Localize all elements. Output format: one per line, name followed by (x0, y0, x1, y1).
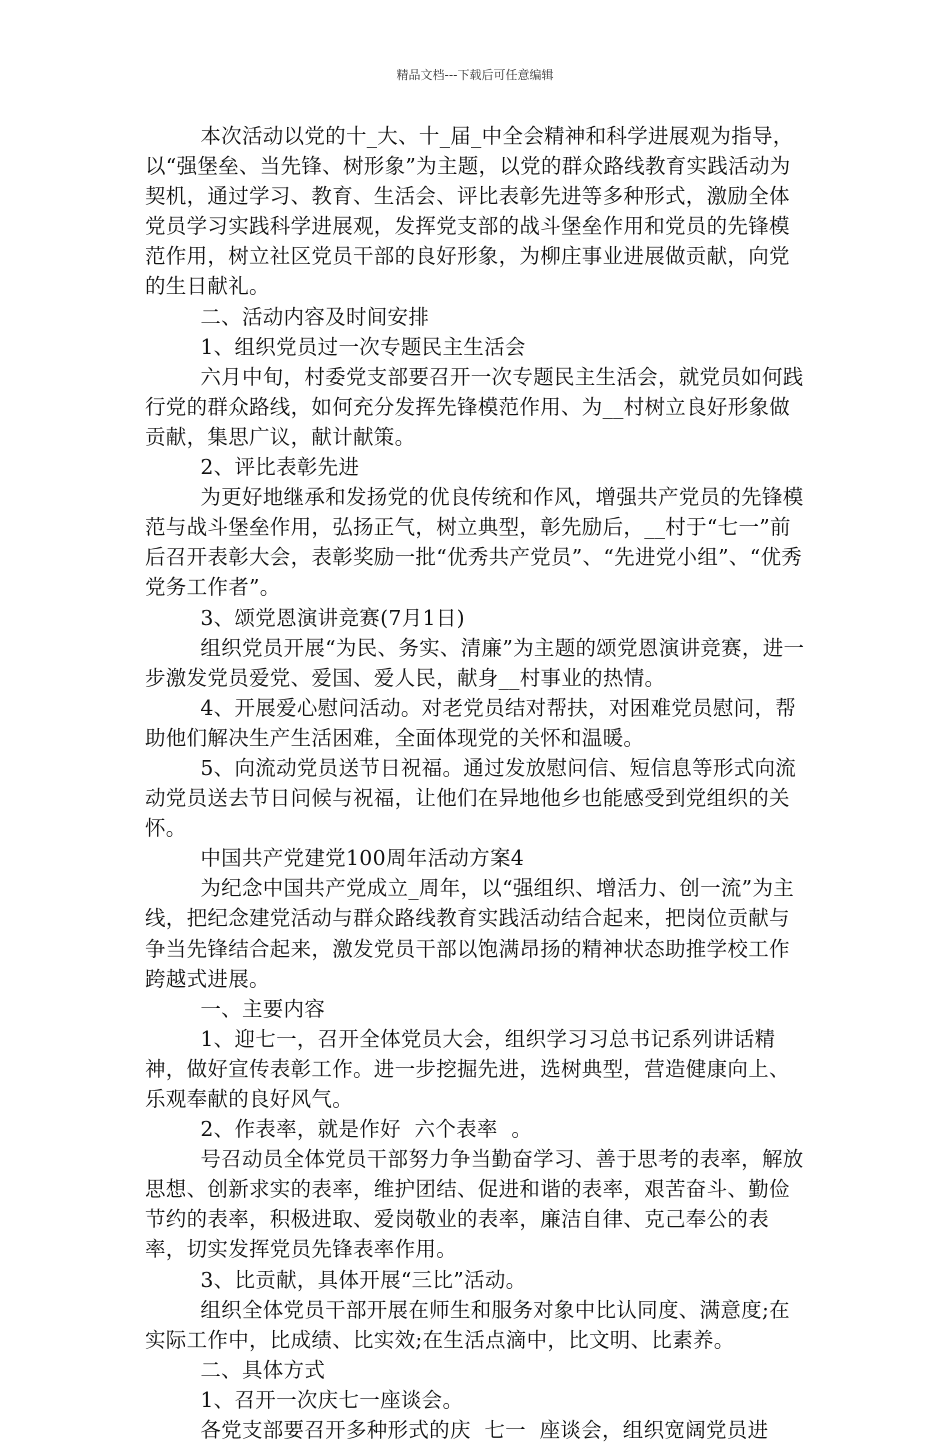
paragraph: 为纪念中国共产党成立_周年，以“强组织、增活力、创一流”为主线，把纪念建党活动与群众路线教育实践活动结合起来，把岗位贡献与争当先锋结合起来，激发党员干部以饱满昂扬的精神状态助推学校工作跨越式进展。 (145, 876, 795, 991)
document-body (145, 121, 810, 1445)
item-heading: 1、组织党员过一次专题民主生活会 (200, 334, 526, 359)
section-heading: 一、主要内容 (200, 996, 326, 1021)
paragraph: 为更好地继承和发扬党的优良传统和作风，增强共产党员的先锋模范与战斗堡垒作用，弘扬正气，树立典型，彰先励后，__村于“七一”前后召开表彰大会，表彰奖励一批“优秀共产党员”、“先进党小组”、“优秀党务工作者”。 (145, 485, 804, 600)
page-header: 精品文档---下载后可任意编辑 (396, 68, 554, 82)
paragraph: 各党支部要召开多种形式的庆 七一 座谈会，组织宽阔党员进 (200, 1418, 769, 1443)
paragraph: 4、开展爱心慰问活动。对老党员结对帮扶，对困难党员慰问，帮助他们解决生产生活困难，全面体现党的关怀和温暖。 (145, 695, 797, 750)
paragraph: 号召动员全体党员干部努力争当勤奋学习、善于思考的表率，解放思想、创新求实的表率，维护团结、促进和谐的表率，艰苦奋斗、勤俭节约的表率，积极进取、爱岗敬业的表率，廉洁自律、克己奉公的表率，切实发挥党员先锋表率作用。 (145, 1147, 804, 1262)
paragraph: 组织全体党员干部开展在师生和服务对象中比认同度、满意度;在实际工作中，比成绩、比实效;在生活点滴中，比文明、比素养。 (145, 1297, 790, 1352)
document-subtitle: 中国共产党建党100周年活动方案4 (200, 846, 525, 871)
paragraph: 组织党员开展“为民、务实、清廉”为主题的颂党恩演讲竞赛，进一步激发党员爱党、爱国、爱人民，献身__村事业的热情。 (145, 635, 805, 690)
paragraph: 1、迎七一，召开全体党员大会，组织学习习总书记系列讲话精神，做好宣传表彰工作。进一步挖掘先进，选树典型，营造健康向上、乐观奉献的良好风气。 (145, 1026, 790, 1111)
item-heading: 3、比贡献，具体开展“三比”活动。 (200, 1267, 527, 1292)
item-heading: 1、召开一次庆七一座谈会。 (200, 1387, 464, 1412)
paragraph: 本次活动以党的十_大、十_届_中全会精神和科学进展观为指导，以“强堡垒、当先锋、树形象”为主题，以党的群众路线教育实践活动为契机，通过学习、教育、生活会、评比表彰先进等多种形式，激励全体党员学习实践科学进展观，发挥党支部的战斗堡垒作用和党员的先锋模范作用，树立社区党员干部的良好形象，为柳庄事业进展做贡献，向党的生日献礼。 (145, 124, 794, 299)
paragraph: 六月中旬，村委党支部要召开一次专题民主生活会，就党员如何践行党的群众路线，如何充分发挥先锋模范作用、为__村树立良好形象做贡献，集思广议，献计献策。 (145, 364, 804, 449)
item-heading: 2、作表率，就是作好 六个表率 。 (200, 1117, 533, 1142)
section-heading: 二、活动内容及时间安排 (200, 304, 430, 329)
paragraph: 5、向流动党员送节日祝福。通过发放慰问信、短信息等形式向流动党员送去节日问候与祝福，让他们在异地他乡也能感受到党组织的关怀。 (145, 755, 797, 841)
item-heading: 2、评比表彰先进 (200, 455, 360, 480)
item-heading: 3、颂党恩演讲竞赛(7月1日) (200, 605, 465, 630)
section-heading: 二、具体方式 (200, 1357, 326, 1382)
